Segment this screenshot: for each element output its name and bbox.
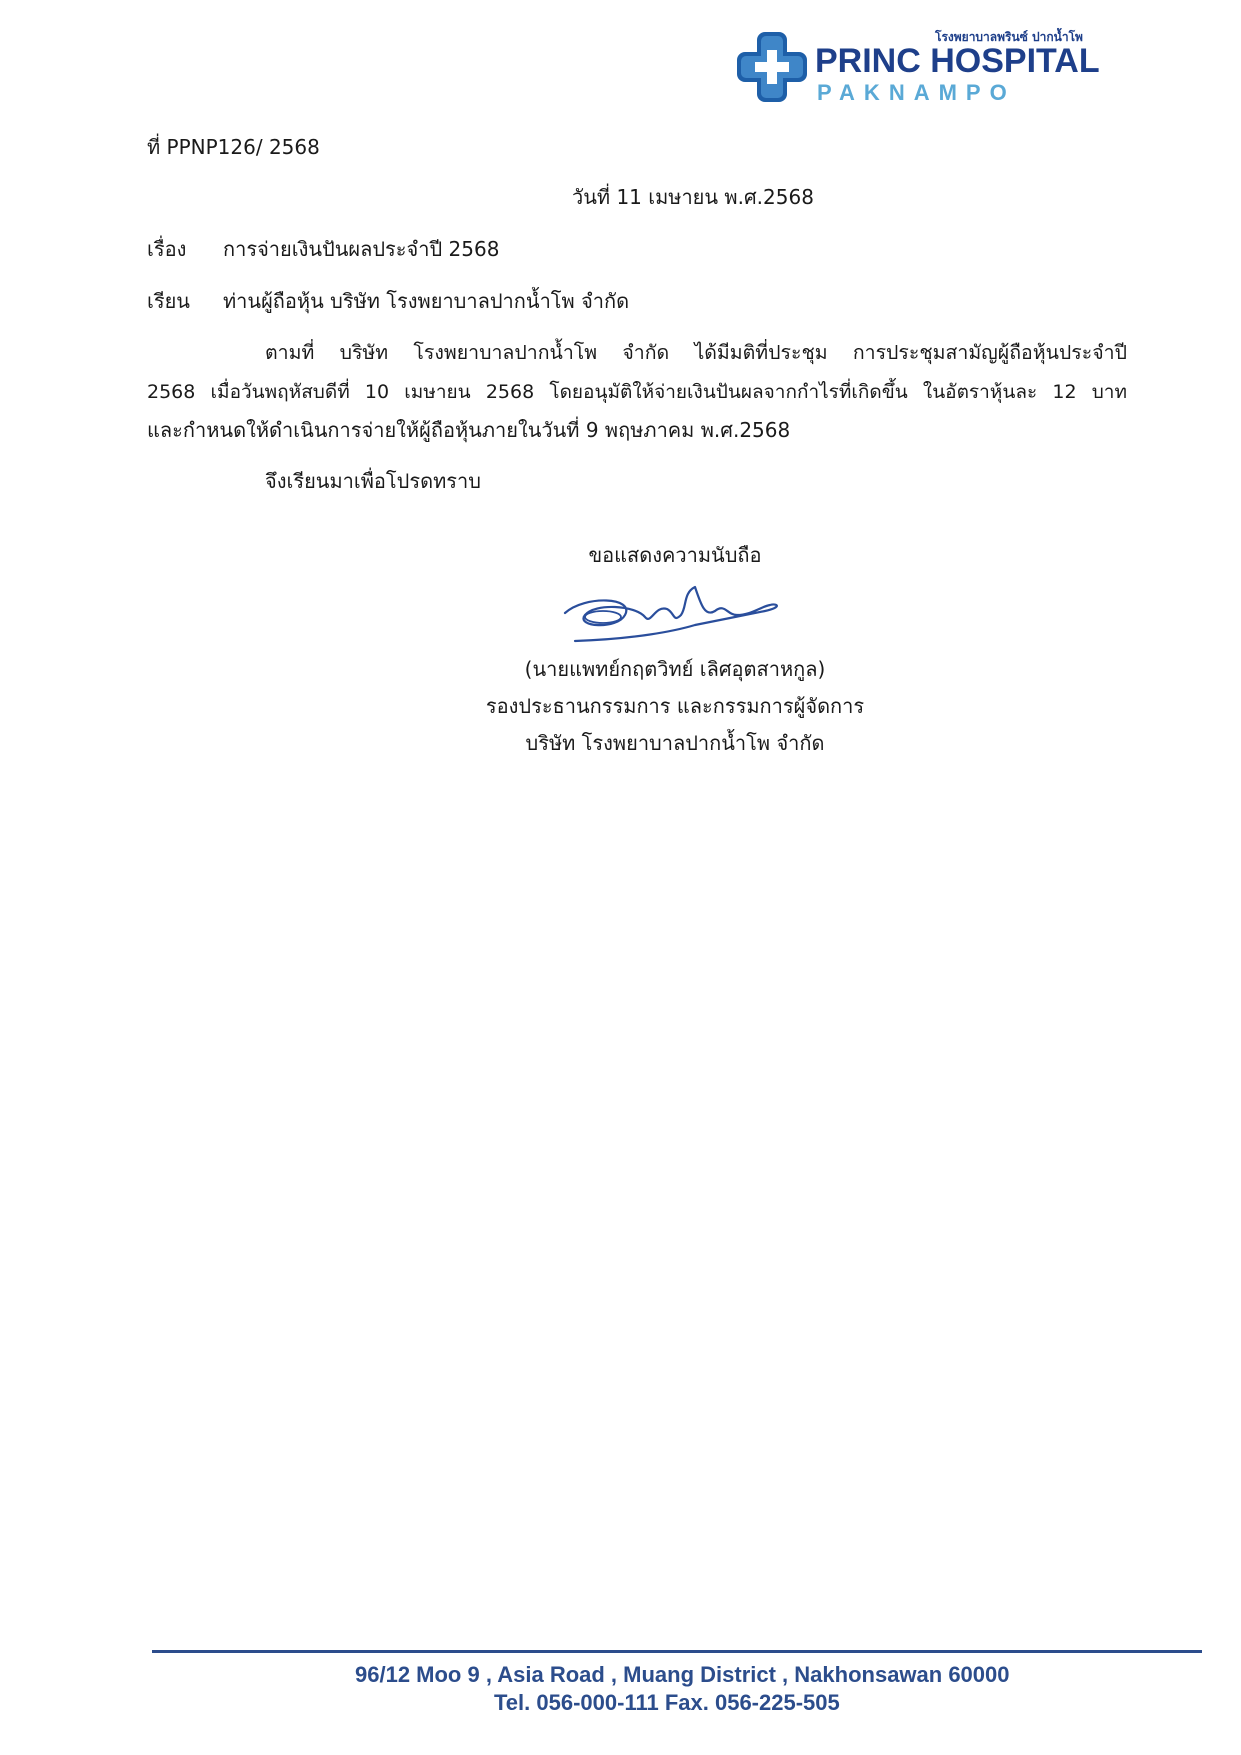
- footer-divider: [152, 1650, 1202, 1653]
- footer-contact: Tel. 056-000-111 Fax. 056-225-505: [494, 1690, 840, 1715]
- subject-label: เรื่อง: [147, 237, 187, 261]
- recipient-text: ท่านผู้ถือหุ้น บริษัท โรงพยาบาลปากน้ำโพ จำกัด: [223, 289, 630, 313]
- hospital-logo: [735, 28, 1115, 108]
- body-line-1: ตามที่ บริษัท โรงพยาบาลปากน้ำโพ จำกัด ได้มีมติที่ประชุม การประชุมสามัญผู้ถือหุ้นประจำปี: [265, 341, 1127, 364]
- reference-number: ที่ PPNP126/ 2568: [147, 135, 320, 159]
- signer-name: (นายแพทย์กฤตวิทย์ เลิศอุตสาหกูล): [524, 657, 826, 681]
- letter-date: วันที่ 11 เมษายน พ.ศ.2568: [572, 185, 814, 209]
- signer-title: รองประธานกรรมการ และกรรมการผู้จัดการ: [485, 694, 865, 718]
- signer-company: บริษัท โรงพยาบาลปากน้ำโพ จำกัด: [525, 731, 825, 755]
- body-line-2: 2568 เมื่อวันพฤหัสบดีที่ 10 เมษายน 2568 โดยอนุมัติให้จ่ายเงินปันผลจากกำไรที่เกิดขึ้น ในอัตราหุ้นละ 12 บาท: [147, 381, 1127, 403]
- regards-text: ขอแสดงความนับถือ: [588, 543, 762, 567]
- logo-sub-name: PAKNAMPO: [817, 80, 1016, 105]
- footer-address: 96/12 Moo 9 , Asia Road , Muang District , Nakhonsawan 60000: [355, 1662, 1010, 1687]
- logo-thai-name: โรงพยาบาลพรินซ์ ปากน้ำโพ: [935, 30, 1083, 44]
- logo-brand-name: PRINC HOSPITAL: [815, 42, 1100, 80]
- recipient-label: เรียน: [147, 289, 190, 313]
- signature-image: [555, 575, 815, 645]
- body-line-3: และกำหนดให้ดำเนินการจ่ายให้ผู้ถือหุ้นภายในวันที่ 9 พฤษภาคม พ.ศ.2568: [147, 418, 791, 442]
- subject-text: การจ่ายเงินปันผลประจำปี 2568: [223, 237, 500, 261]
- cross-emblem-icon: [735, 30, 809, 104]
- closing-line: จึงเรียนมาเพื่อโปรดทราบ: [265, 469, 481, 493]
